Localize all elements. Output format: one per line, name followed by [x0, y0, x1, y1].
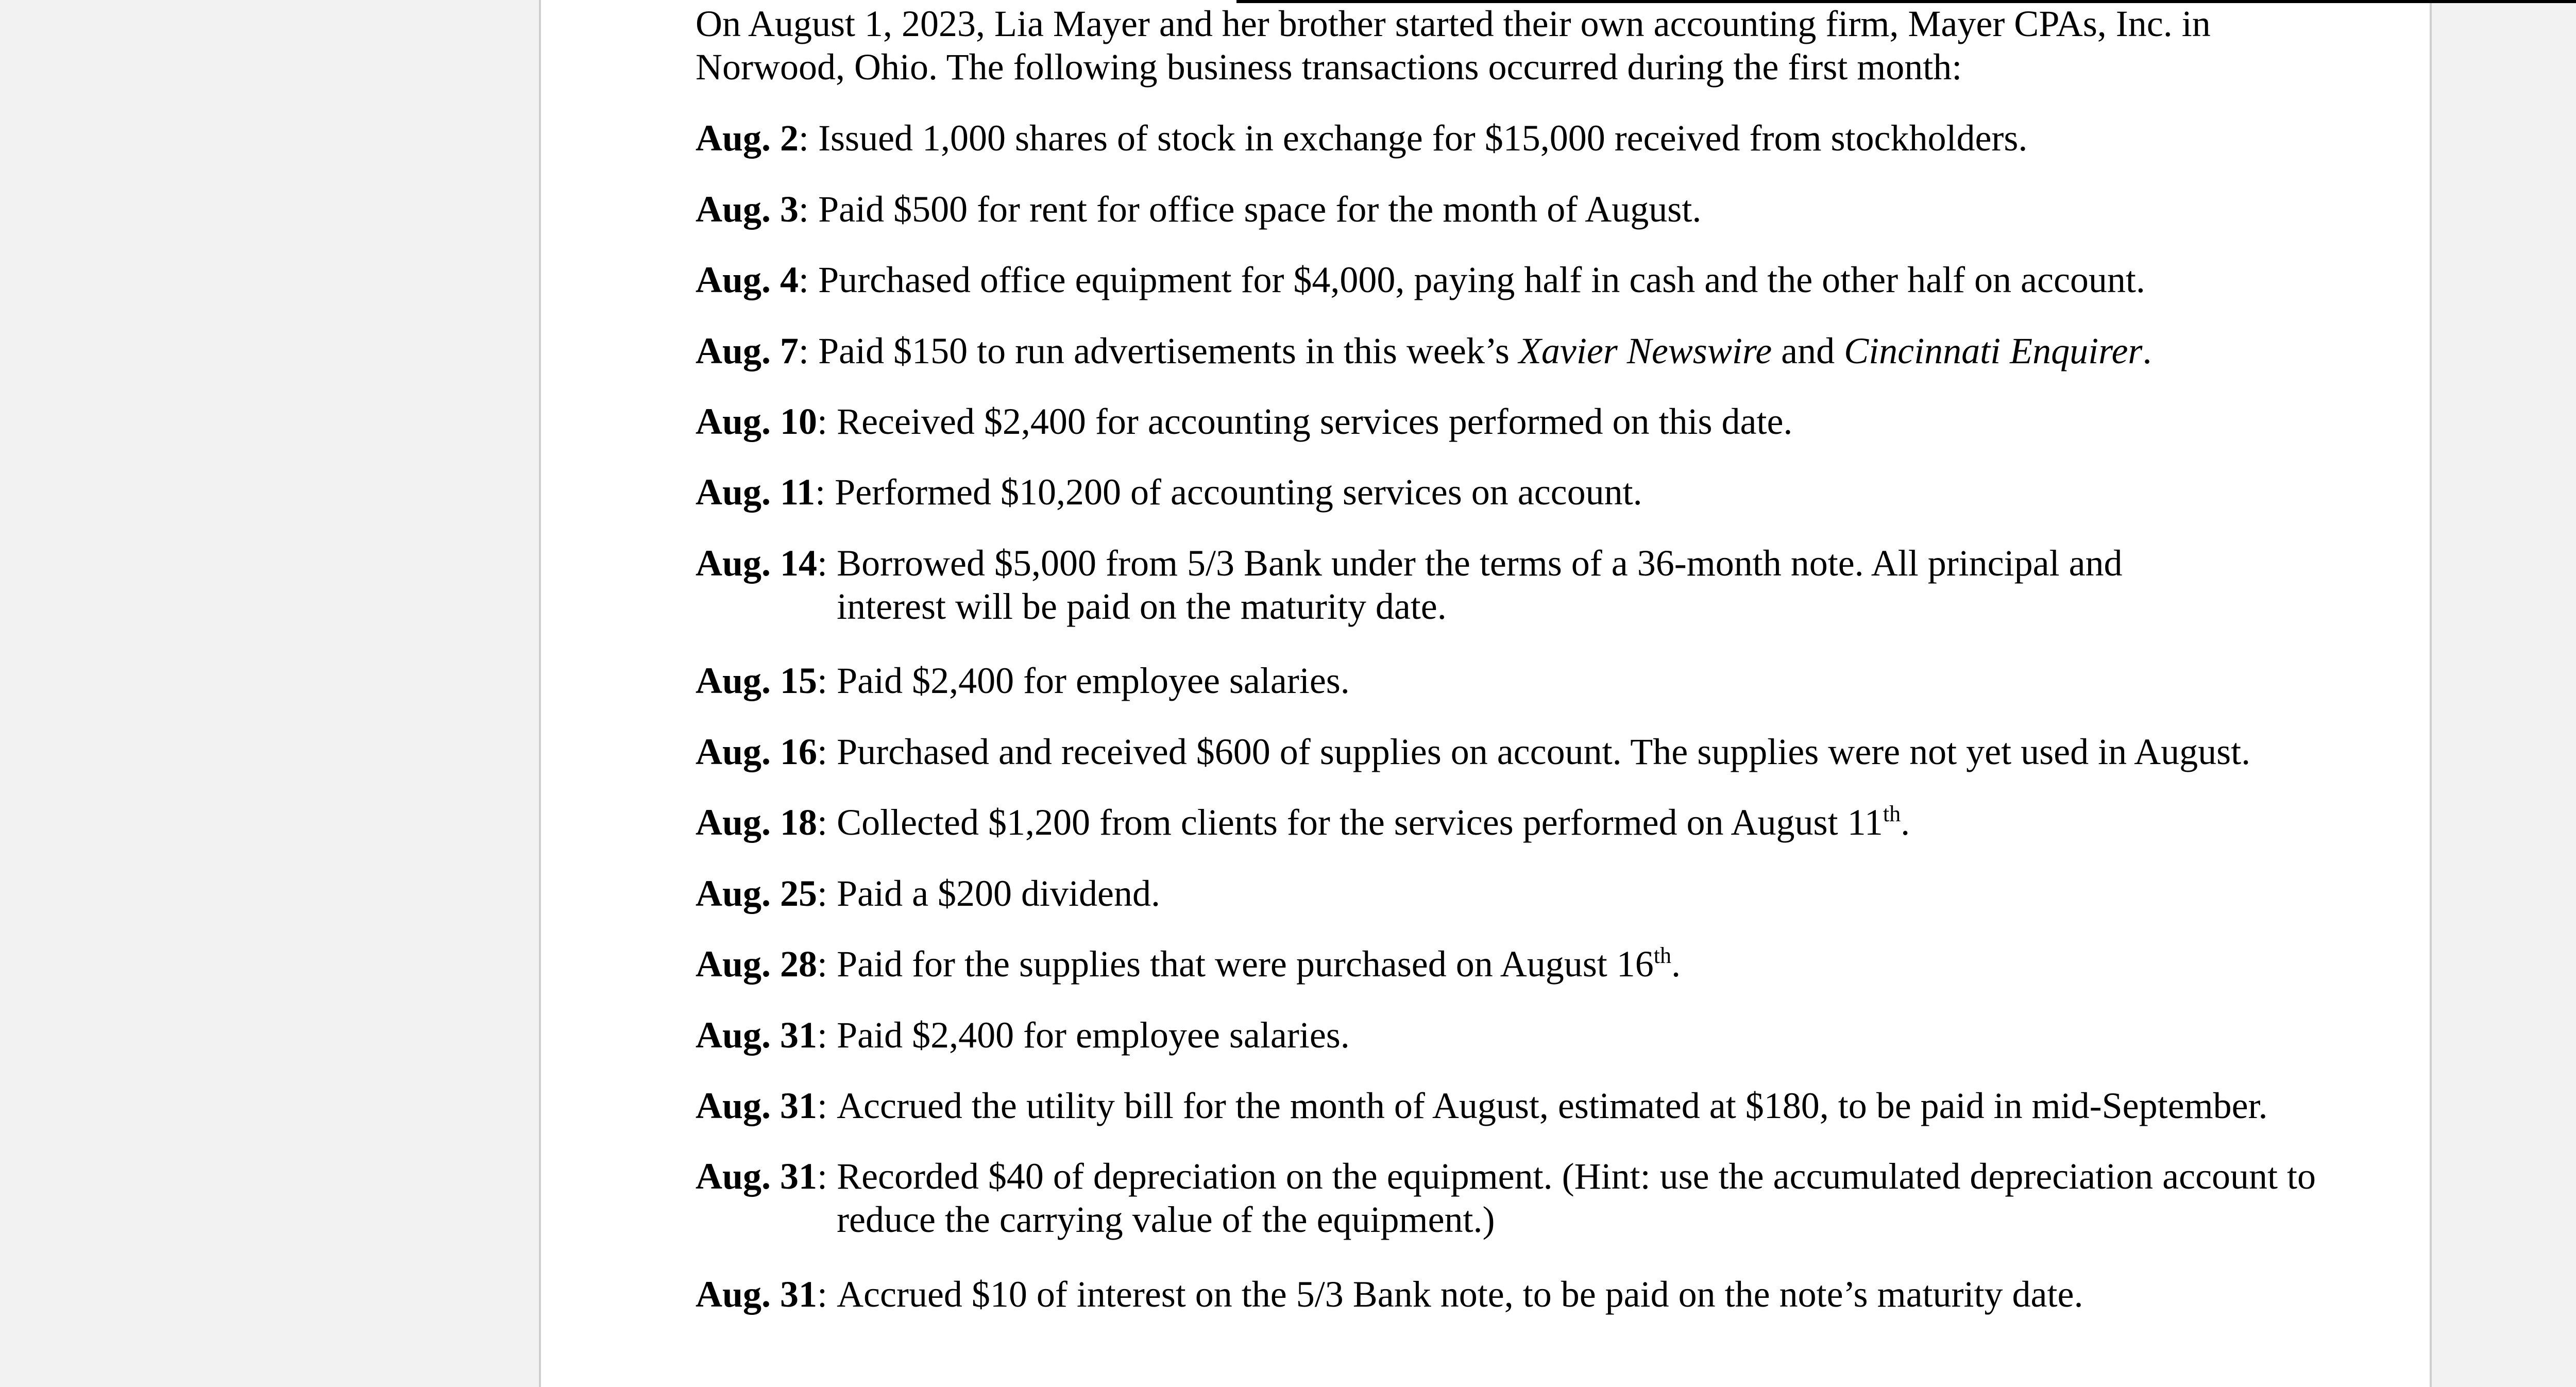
- transaction-entry: Aug. 31 : Accrued $10 of interest on the 5/3 Bank note, to be paid on the note’s maturity date.: [696, 1273, 2344, 1316]
- transaction-date: Aug. 2: [696, 117, 799, 159]
- transaction-entry: Aug. 15 : Paid $2,400 for employee salaries.: [696, 659, 2344, 702]
- transaction-entry: Aug. 10 : Received $2,400 for accounting services performed on this date.: [696, 400, 2344, 443]
- transaction-text: Paid $2,400 for employee salaries.: [837, 660, 1350, 701]
- transaction-text: Purchased and received $600 of supplies on account. The supplies were not yet used in August.: [837, 731, 2251, 772]
- publication-name: Cincinnati Enquirer: [1844, 330, 2143, 371]
- transaction-date: Aug. 4: [696, 259, 799, 300]
- transaction-entry: Aug. 16 : Purchased and received $600 of supplies on account. The supplies were not yet used in August.: [696, 730, 2344, 773]
- transaction-entry: Aug. 18 : Collected $1,200 from clients for the services performed on August 11th.: [696, 801, 2344, 844]
- transaction-text: Paid $500 for rent for office space for the month of August.: [818, 189, 1702, 230]
- transaction-date: Aug. 11: [696, 471, 816, 513]
- transaction-entry: Aug. 2 : Issued 1,000 shares of stock in exchange for $15,000 received from stockholders.: [696, 116, 2344, 160]
- transaction-entry: Aug. 11 : Performed $10,200 of accounting services on account.: [696, 470, 2344, 514]
- transaction-text: Issued 1,000 shares of stock in exchange for $15,000 received from stockholders.: [818, 117, 2028, 159]
- transaction-date: Aug. 15: [696, 660, 818, 701]
- transaction-date: Aug. 18: [696, 802, 818, 843]
- transaction-date: Aug. 31: [696, 1085, 818, 1126]
- transaction-entry: Aug. 14 : Borrowed $5,000 from 5/3 Bank under the terms of a 36-month note. All principal and interest will be paid on the maturity date.: [696, 542, 2138, 628]
- transaction-entry: Aug. 31 : Recorded $40 of depreciation on the equipment. (Hint: use the accumulated depreciation account to reduce the carrying value of the equipment.): [696, 1155, 2344, 1241]
- transaction-text: Performed $10,200 of accounting services on account.: [835, 471, 1642, 513]
- transaction-entry: Aug. 31 : Paid $2,400 for employee salaries.: [696, 1013, 2344, 1057]
- transaction-text: Received $2,400 for accounting services performed on this date.: [837, 401, 1793, 442]
- transaction-text: Paid for the supplies that were purchased on August 16th.: [837, 943, 1681, 985]
- transaction-text: Purchased office equipment for $4,000, paying half in cash and the other half on account.: [818, 259, 2145, 300]
- transaction-date: Aug. 14: [696, 543, 818, 584]
- transaction-text: Paid $2,400 for employee salaries.: [837, 1014, 1350, 1056]
- transaction-date: Aug. 31: [696, 1274, 818, 1315]
- transaction-date: Aug. 28: [696, 943, 818, 985]
- transaction-text: Borrowed $5,000 from 5/3 Bank under the terms of a 36-month note. All principal and interest will be paid on the maturity date.: [837, 543, 2123, 627]
- transaction-text: Paid $150 to run advertisements in this week’s Xavier Newswire and Cincinnati Enquirer.: [818, 330, 2152, 371]
- transaction-date: Aug. 3: [696, 189, 799, 230]
- transaction-date: Aug. 7: [696, 330, 799, 371]
- transaction-date: Aug. 31: [696, 1156, 818, 1197]
- transaction-entry: Aug. 3 : Paid $500 for rent for office space for the month of August.: [696, 188, 2344, 231]
- document-content: [696, 0, 2344, 1315]
- transaction-entry: Aug. 4 : Purchased office equipment for $4,000, paying half in cash and the other half on account.: [696, 258, 2344, 301]
- transaction-text: Accrued the utility bill for the month of August, estimated at $180, to be paid in mid-September.: [837, 1085, 2268, 1126]
- transaction-date: Aug. 25: [696, 873, 818, 914]
- transaction-date: Aug. 10: [696, 401, 818, 442]
- transaction-entry: Aug. 28 : Paid for the supplies that were purchased on August 16th.: [696, 942, 2344, 986]
- transaction-entry: Aug. 31 : Accrued the utility bill for the month of August, estimated at $180, to be paid in mid-September.: [696, 1084, 2344, 1127]
- publication-name: Xavier Newswire: [1518, 330, 1772, 371]
- transaction-entry: Aug. 25 : Paid a $200 dividend.: [696, 872, 2344, 915]
- transaction-entry: Aug. 7 : Paid $150 to run advertisements in this week’s Xavier Newswire and Cincinnati Enquirer.: [696, 329, 2344, 373]
- transaction-date: Aug. 31: [696, 1014, 818, 1056]
- transaction-text: Paid a $200 dividend.: [837, 873, 1160, 914]
- transaction-text: Collected $1,200 from clients for the services performed on August 11th.: [837, 801, 1910, 843]
- transaction-text: Recorded $40 of depreciation on the equipment. (Hint: use the accumulated depreciation account to reduce the carrying value of the equipment.): [837, 1156, 2316, 1240]
- intro-paragraph: On August 1, 2023, Lia Mayer and her brother started their own accounting firm, Mayer CPAs, Inc. in Norwood, Ohio. The following business transactions occurred during the first month:: [696, 3, 2211, 88]
- transaction-text: Accrued $10 of interest on the 5/3 Bank note, to be paid on the note’s maturity date.: [837, 1274, 2083, 1315]
- transaction-date: Aug. 16: [696, 731, 818, 772]
